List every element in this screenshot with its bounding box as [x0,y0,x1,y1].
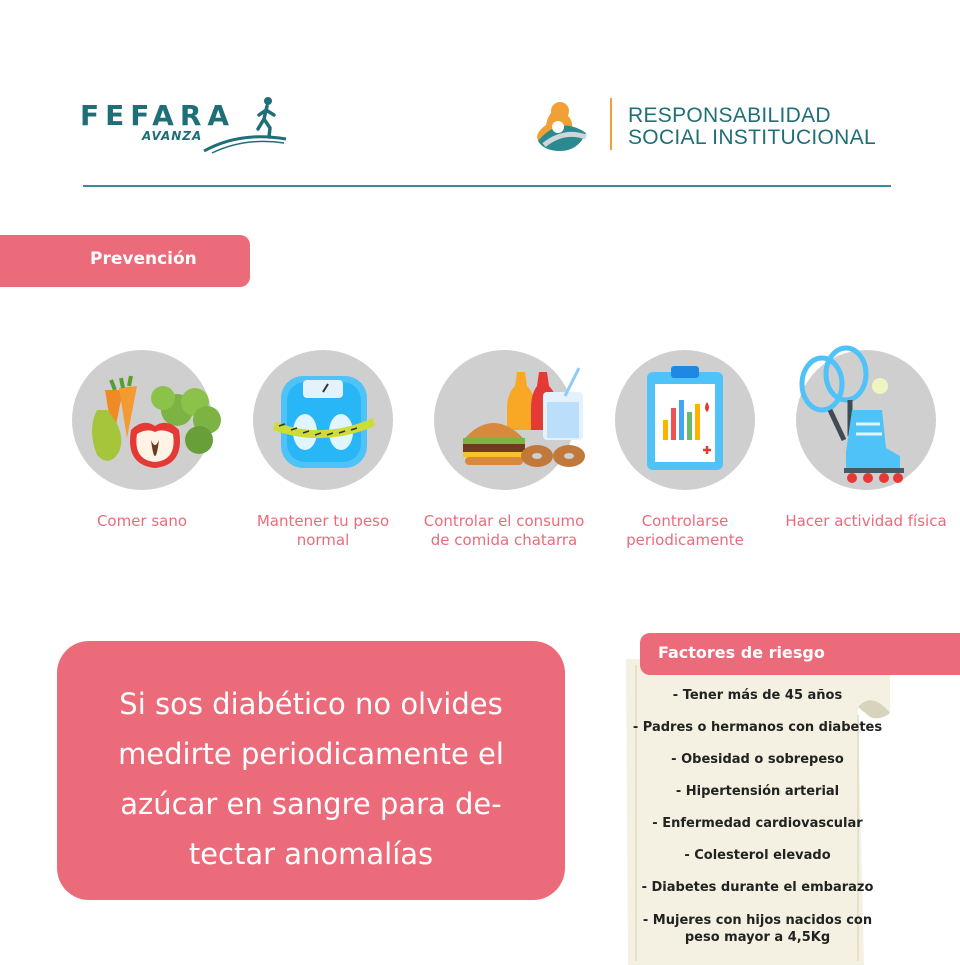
prevention-tag [0,235,250,287]
sports-icon [776,340,936,480]
prevention-item-checkups [595,350,775,550]
junk-food-circle [434,350,574,490]
advice-text: Si sos diabético no olvides medirte periodicamente el azúcar en sangre para de-tectar anomalías [118,687,504,871]
risk-factor-item: - Hipertensión arterial [675,784,840,799]
rsi-divider [610,98,612,150]
rsi-wordmark [628,105,876,149]
rsi-mark-icon [530,95,592,155]
fefara-wordmark: FEFARA [80,99,236,132]
risk-factors-tag [640,633,960,675]
scale-icon [253,350,393,490]
prevention-item-junk-food [414,350,594,550]
risk-factor-item: - Enfermedad cardiovascular [652,816,863,831]
risk-factor-item: - Tener más de 45 años [672,688,843,703]
healthy-food-circle [72,350,212,490]
risk-factors-title: Factores de riesgo [658,643,825,662]
clipboard-chart-icon [615,350,755,490]
risk-factor-item: - Mujeres con hijos nacidos con peso mayor a 4,5Kg [642,913,873,945]
junk-food-icon [439,350,599,490]
rsi-line-2: SOCIAL INSTITUCIONAL [628,126,876,149]
prevention-title: Prevención [90,249,197,269]
rsi-line-1: RESPONSABILIDAD [628,104,831,127]
risk-factor-item: - Colesterol elevado [684,848,831,863]
prevention-label-healthy-food: Comer sano [96,512,188,530]
risk-factor-item: - Padres o hermanos con diabetes [632,720,883,735]
rsi-logo [530,95,910,160]
risk-factors-list [625,688,890,944]
checkups-circle [615,350,755,490]
fefara-subtitle: AVANZA [142,129,203,143]
weight-circle [253,350,393,490]
prevention-item-healthy-food [52,350,232,531]
prevention-item-weight [233,350,413,550]
prevention-label-exercise: Hacer actividad física [785,512,947,530]
healthy-food-icon [67,360,227,480]
prevention-label-checkups: Controlarse periodicamente [626,512,744,549]
risk-factor-item: - Diabetes durante el embarazo [641,880,874,895]
prevention-label-weight: Mantener tu peso normal [256,512,390,549]
fefara-logo [80,95,290,160]
header-divider [83,185,891,187]
prevention-label-junk-food: Controlar el consumo de comida chatarra [423,512,585,549]
swoosh-icon [200,125,290,155]
risk-factor-item: - Obesidad o sobrepeso [671,752,844,767]
advice-box [57,641,565,900]
prevention-item-exercise [776,350,956,531]
exercise-circle [796,350,936,490]
